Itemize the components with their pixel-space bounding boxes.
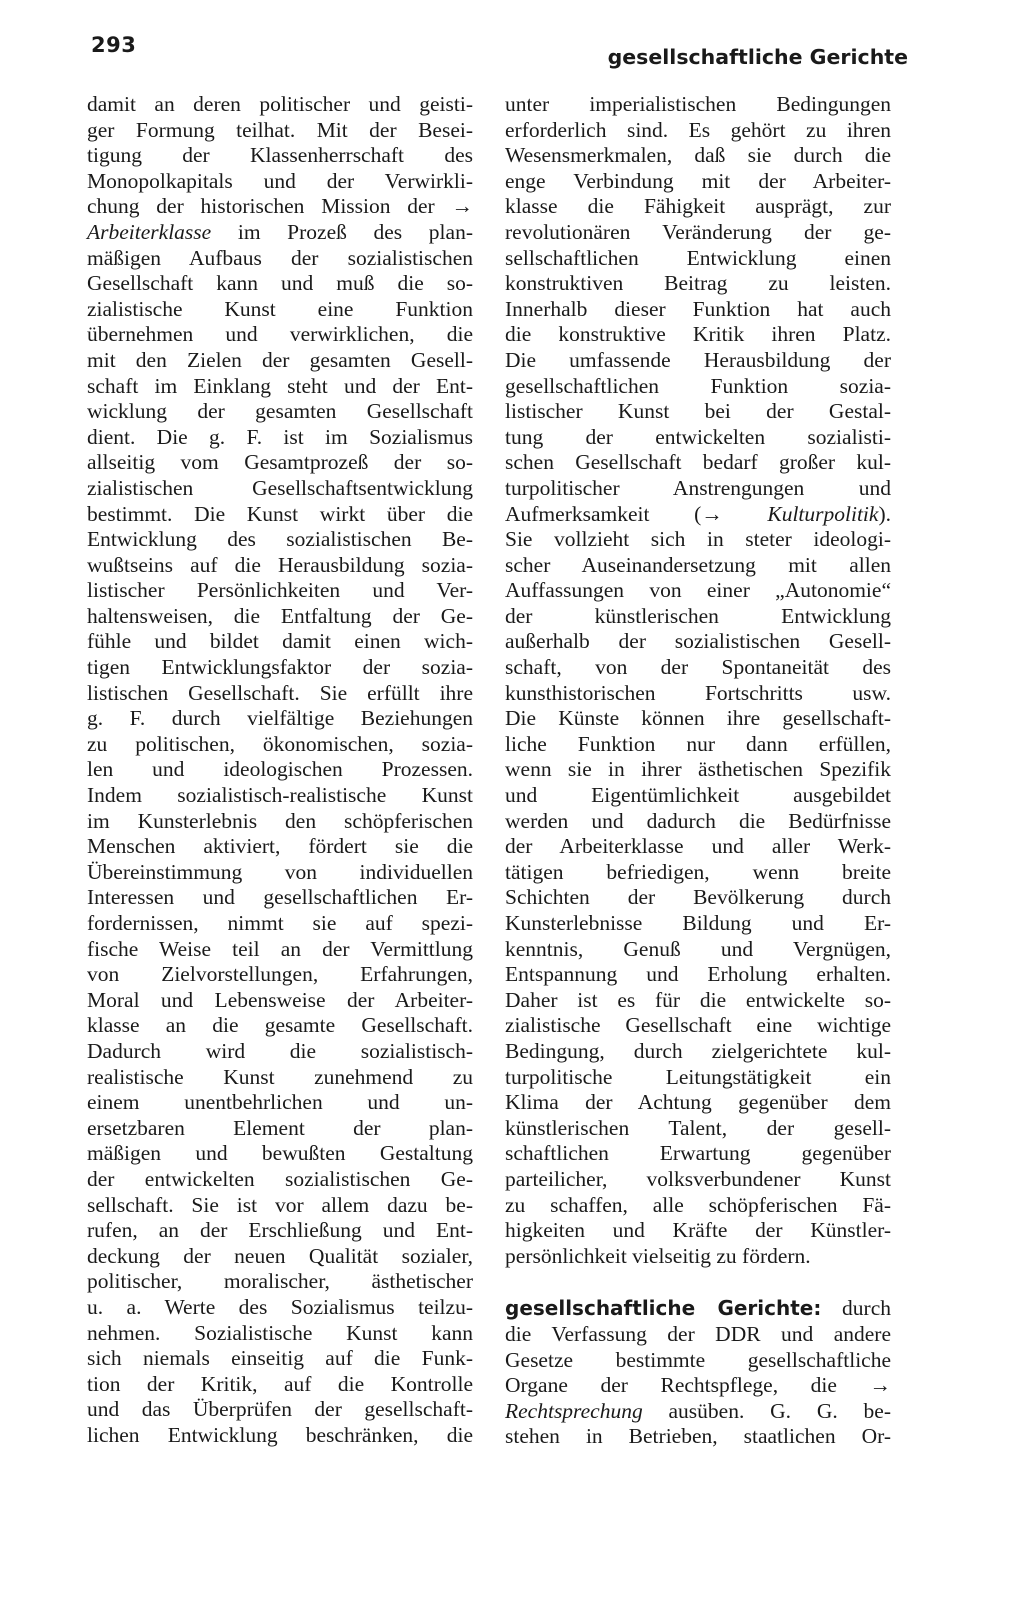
text-line [505, 962, 891, 988]
text-line [87, 732, 473, 758]
text-fragment: haltensweisen, die Entfaltung der Ge- [87, 603, 473, 628]
text-fragment: rufen, an der Erschließung und Ent- [87, 1218, 473, 1243]
left-text-column [87, 92, 473, 1448]
text-line [505, 1090, 891, 1116]
text-line [87, 706, 473, 732]
right-text-column [505, 92, 891, 1450]
text-line [87, 322, 473, 348]
text-fragment: Gesetze bestimmte gesellschaftliche [505, 1347, 891, 1372]
text-line [505, 322, 891, 348]
text-fragment: konstruktiven Beitrag zu leisten. [505, 271, 891, 296]
text-fragment: wußtseins auf die Herausbildung sozia- [87, 552, 473, 577]
text-fragment: parteilicher, volksverbundener Kunst [505, 1166, 891, 1191]
text-fragment: wenn sie in ihrer ästhetischen Spezifik [505, 757, 891, 782]
text-fragment: listischer Persönlichkeiten und Ver- [87, 578, 473, 603]
text-fragment: schaft, von der Spontaneität des [505, 655, 891, 680]
text-line [505, 1141, 891, 1167]
text-line [505, 118, 891, 144]
text-line [87, 143, 473, 169]
text-line [87, 1269, 473, 1295]
text-fragment: tätigen befriedigen, wenn breite [505, 859, 891, 884]
text-line [87, 271, 473, 297]
text-fragment: lichen Entwicklung beschränken, die [87, 1422, 473, 1447]
text-fragment: sellschaftlichen Entwicklung einen [505, 245, 891, 270]
text-fragment: Gesellschaft kann und muß die so- [87, 271, 473, 296]
text-line [87, 297, 473, 323]
text-fragment: len und ideologischen Prozessen. [87, 757, 473, 782]
text-fragment: übernehmen und verwirklichen, die [87, 322, 473, 347]
text-fragment: enge Verbindung mit der Arbeiter- [505, 168, 891, 193]
text-line [505, 297, 891, 323]
text-line [87, 118, 473, 144]
text-fragment: der entwickelten sozialistischen Ge- [87, 1166, 473, 1191]
text-fragment: fische Weise teil an der Vermittlung [87, 936, 473, 961]
text-line [505, 1218, 891, 1244]
text-fragment: Dadurch wird die sozialistisch- [87, 1038, 473, 1063]
text-line [505, 885, 891, 911]
text-line [87, 962, 473, 988]
text-line [505, 809, 891, 835]
text-fragment: werden und dadurch die Bedürfnisse [505, 808, 891, 833]
text-line [505, 374, 891, 400]
text-line [87, 1244, 473, 1270]
text-fragment: klasse an die gesamte Gesellschaft. [87, 1013, 473, 1038]
text-fragment: politischer, moralischer, ästhetischer [87, 1269, 473, 1294]
text-fragment: klasse die Fähigkeit ausprägt, zur [505, 194, 891, 219]
text-line [505, 502, 891, 528]
text-fragment: Entspannung und Erholung erhalten. [505, 962, 891, 987]
text-fragment: bestimmt. Die Kunst wirkt über die [87, 501, 473, 526]
text-fragment: außerhalb der sozialistischen Gesell- [505, 629, 891, 654]
text-line [87, 476, 473, 502]
text-fragment: Kunsterlebnisse Bildung und Er- [505, 911, 891, 935]
text-line [505, 1424, 891, 1450]
text-line [87, 1423, 473, 1449]
cross-reference: Arbeiterklasse [87, 219, 212, 244]
text-fragment: durch [821, 1296, 891, 1321]
text-line [87, 655, 473, 681]
text-line [87, 860, 473, 886]
text-line [505, 194, 891, 220]
text-fragment: persönlichkeit vielseitig zu fördern. [505, 1243, 811, 1268]
text-fragment: Organe der Rechtspflege, die → [505, 1373, 891, 1398]
text-fragment: u. a. Werte des Sozialismus teilzu- [87, 1294, 473, 1319]
text-line [505, 629, 891, 655]
text-fragment: und das Überprüfen der gesellschaft- [87, 1397, 473, 1422]
text-fragment: damit an deren politischer und geisti- [87, 92, 473, 116]
text-line [505, 1348, 891, 1374]
text-fragment: listischer Kunst bei der Gestal- [505, 399, 891, 424]
text-line [505, 92, 891, 118]
text-fragment: der künstlerischen Entwicklung [505, 603, 891, 628]
text-fragment: ger Formung teilhat. Mit der Besei- [87, 117, 473, 142]
text-fragment: einem unentbehrlichen und un- [87, 1090, 473, 1115]
text-line [87, 1321, 473, 1347]
text-line [87, 937, 473, 963]
text-fragment: kenntnis, Genuß und Vergnügen, [505, 936, 891, 961]
text-line [87, 1346, 473, 1372]
text-line [505, 834, 891, 860]
text-line [505, 681, 891, 707]
text-fragment: tigen Entwicklungsfaktor der sozia- [87, 655, 473, 680]
text-line [505, 706, 891, 732]
text-line [505, 450, 891, 476]
text-line [505, 476, 891, 502]
text-fragment: Sie vollzieht sich in steter ideologi- [505, 527, 891, 552]
text-line [87, 629, 473, 655]
entry-keyword: gesellschaftliche Gerichte: [505, 1296, 822, 1321]
text-fragment: die Verfassung der DDR und andere [505, 1321, 891, 1346]
text-fragment: im Prozeß des plan- [211, 219, 473, 244]
text-fragment: allseitig vom Gesamtprozeß der so- [87, 450, 473, 475]
text-line [505, 348, 891, 374]
text-line [87, 374, 473, 400]
text-fragment: im Kunsterlebnis den schöpferischen [87, 808, 473, 833]
text-fragment: schen Gesellschaft bedarf großer kul- [505, 450, 891, 475]
text-line [505, 757, 891, 783]
text-fragment: Übereinstimmung von individuellen [87, 859, 473, 884]
text-fragment: stehen in Betrieben, staatlichen Or- [505, 1424, 891, 1449]
text-line [505, 271, 891, 297]
text-line [87, 1295, 473, 1321]
text-fragment: Moral und Lebensweise der Arbeiter- [87, 987, 473, 1012]
text-fragment: ausüben. G. G. be- [642, 1398, 891, 1423]
text-fragment: fordernissen, nimmt sie auf spezi- [87, 911, 473, 935]
text-line [505, 1244, 891, 1270]
text-fragment: realistische Kunst zunehmend zu [87, 1064, 473, 1089]
paragraph-gap [505, 1269, 891, 1296]
text-fragment: Auffassungen von einer „Autonomie“ [505, 578, 891, 603]
text-fragment: mäßigen und bewußten Gestaltung [87, 1141, 473, 1166]
text-fragment: tung der entwickelten sozialisti- [505, 424, 891, 449]
text-line [505, 527, 891, 553]
text-line [87, 604, 473, 630]
text-line [87, 1218, 473, 1244]
text-fragment: wicklung der gesamten Gesellschaft [87, 399, 473, 424]
text-line [87, 1193, 473, 1219]
text-line [505, 783, 891, 809]
text-line [87, 348, 473, 374]
text-fragment: sich niemals einseitig auf die Funk- [87, 1346, 473, 1371]
text-fragment: kunsthistorischen Fortschritts usw. [505, 680, 891, 705]
text-fragment: deckung der neuen Qualität sozialer, [87, 1243, 473, 1268]
text-line [505, 1039, 891, 1065]
text-fragment: fühle und bildet damit einen wich- [87, 629, 473, 654]
text-fragment: turpolitische Leitungstätigkeit ein [505, 1064, 891, 1089]
text-fragment: die konstruktive Kritik ihren Platz. [505, 322, 891, 347]
text-fragment: der Arbeiterklasse und aller Werk- [505, 834, 891, 859]
text-fragment: sellschaft. Sie ist vor allem dazu be- [87, 1192, 473, 1217]
text-line [505, 1296, 891, 1322]
text-fragment: tion der Kritik, auf die Kontrolle [87, 1371, 473, 1396]
text-line [87, 809, 473, 835]
text-line [505, 553, 891, 579]
text-fragment: nehmen. Sozialistische Kunst kann [87, 1320, 473, 1345]
text-line [505, 860, 891, 886]
text-line [505, 988, 891, 1014]
text-line [505, 1065, 891, 1091]
text-line [87, 1013, 473, 1039]
text-line [87, 578, 473, 604]
text-line [505, 220, 891, 246]
text-fragment: g. F. durch vielfältige Beziehungen [87, 706, 473, 731]
text-line [87, 92, 473, 118]
text-line [87, 1397, 473, 1423]
text-line [87, 502, 473, 528]
text-fragment: unter imperialistischen Bedingungen [505, 92, 891, 116]
text-fragment: künstlerischen Talent, der gesell- [505, 1115, 891, 1140]
text-fragment: scher Auseinandersetzung mit allen [505, 552, 891, 577]
text-line [505, 578, 891, 604]
text-line [87, 1167, 473, 1193]
cross-reference: Rechtsprechung [505, 1398, 643, 1423]
text-fragment: Daher ist es für die entwickelte so- [505, 987, 891, 1012]
text-line [505, 246, 891, 272]
text-fragment: und Eigentümlichkeit ausgebildet [505, 783, 891, 808]
text-fragment: Schichten der Bevölkerung durch [505, 885, 891, 910]
text-line [505, 425, 891, 451]
text-line [87, 783, 473, 809]
text-line [505, 1193, 891, 1219]
text-fragment: erforderlich sind. Es gehört zu ihren [505, 117, 891, 142]
text-line [505, 1322, 891, 1348]
text-line [87, 553, 473, 579]
text-line [87, 450, 473, 476]
text-line [505, 1116, 891, 1142]
text-line [505, 604, 891, 630]
text-fragment: Indem sozialistisch-realistische Kunst [87, 783, 473, 808]
text-fragment: Bedingung, durch zielgerichtete kul- [505, 1038, 891, 1063]
text-fragment: ersetzbaren Element der plan- [87, 1115, 473, 1140]
text-line [87, 1065, 473, 1091]
text-line [87, 1039, 473, 1065]
text-fragment: zialistische Gesellschaft eine wichtige [505, 1013, 891, 1038]
page-number: 293 [91, 33, 137, 57]
text-fragment: Die umfassende Herausbildung der [505, 347, 891, 372]
cross-reference: Kulturpolitik [767, 501, 879, 526]
text-fragment: schaft im Einklang steht und der Ent- [87, 373, 473, 398]
text-line [87, 988, 473, 1014]
text-line [505, 399, 891, 425]
running-head: gesellschaftliche Gerichte [607, 45, 908, 69]
text-line [87, 1116, 473, 1142]
text-fragment: mit den Zielen der gesamten Gesell- [87, 347, 473, 372]
text-line [87, 757, 473, 783]
text-fragment: chung der historischen Mission der → [87, 194, 473, 219]
text-fragment: revolutionären Veränderung der ge- [505, 219, 891, 244]
text-fragment: zu schaffen, alle schöpferischen Fä- [505, 1192, 891, 1217]
text-line [505, 169, 891, 195]
text-fragment: Die Künste können ihre gesellschaft- [505, 706, 891, 731]
text-line [87, 194, 473, 220]
text-fragment: Wesensmerkmalen, daß sie durch die [505, 143, 891, 168]
text-line [505, 732, 891, 758]
text-line [505, 1013, 891, 1039]
text-fragment: ). [878, 501, 891, 526]
text-line [87, 399, 473, 425]
text-line [87, 1090, 473, 1116]
text-fragment: zu politischen, ökonomischen, sozia- [87, 731, 473, 756]
text-fragment: listischen Gesellschaft. Sie erfüllt ihre [87, 680, 473, 705]
text-fragment: Interessen und gesellschaftlichen Er- [87, 885, 473, 910]
text-line [87, 1372, 473, 1398]
text-line [87, 681, 473, 707]
text-line [505, 911, 891, 937]
text-line [87, 220, 473, 246]
text-fragment: Aufmerksamkeit (→ [505, 501, 768, 526]
text-line [505, 655, 891, 681]
text-line [87, 885, 473, 911]
text-fragment: tigung der Klassenherrschaft des [87, 143, 473, 168]
text-fragment: liche Funktion nur dann erfüllen, [505, 731, 891, 756]
text-line [87, 911, 473, 937]
text-line [505, 143, 891, 169]
text-line [87, 169, 473, 195]
text-line [505, 1373, 891, 1399]
text-line [505, 937, 891, 963]
text-fragment: mäßigen Aufbaus der sozialistischen [87, 245, 473, 270]
text-line [87, 1141, 473, 1167]
text-fragment: von Zielvorstellungen, Erfahrungen, [87, 962, 473, 987]
text-fragment: Monopolkapitals und der Verwirkli- [87, 168, 473, 193]
text-fragment: turpolitischer Anstrengungen und [505, 475, 891, 500]
text-line [87, 246, 473, 272]
text-line [87, 834, 473, 860]
text-fragment: zialistische Kunst eine Funktion [87, 296, 473, 321]
text-fragment: Entwicklung des sozialistischen Be- [87, 527, 473, 552]
text-fragment: Innerhalb dieser Funktion hat auch [505, 296, 891, 321]
text-fragment: higkeiten und Kräfte der Künstler- [505, 1218, 891, 1243]
text-fragment: gesellschaftlichen Funktion sozia- [505, 373, 891, 398]
text-fragment: Menschen aktiviert, fördert sie die [87, 834, 473, 859]
text-line [505, 1399, 891, 1425]
text-fragment: zialistischen Gesellschaftsentwicklung [87, 475, 473, 500]
text-line [87, 425, 473, 451]
text-fragment: dient. Die g. F. ist im Sozialismus [87, 424, 473, 449]
text-line [505, 1167, 891, 1193]
text-line [87, 527, 473, 553]
text-fragment: schaftlichen Erwartung gegenüber [505, 1141, 891, 1166]
text-fragment: Klima der Achtung gegenüber dem [505, 1090, 891, 1115]
